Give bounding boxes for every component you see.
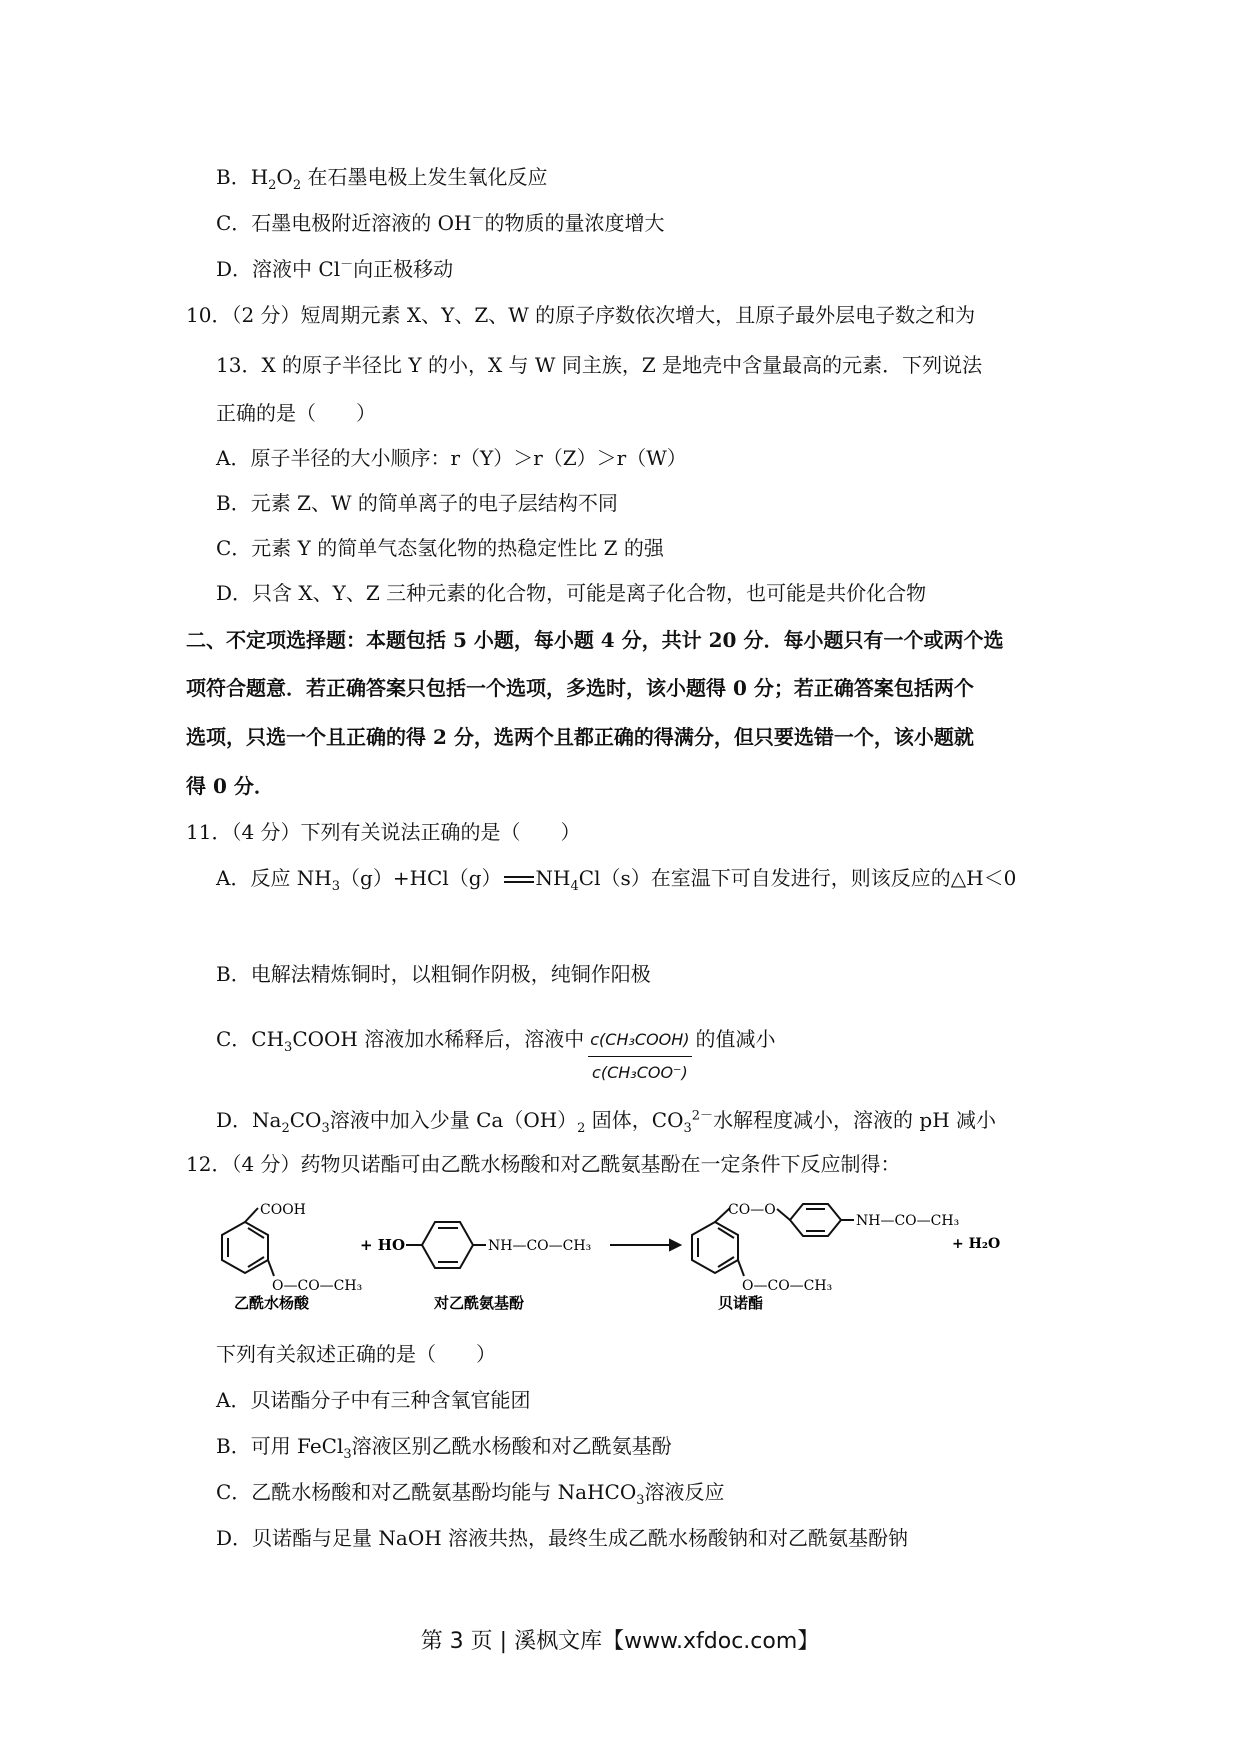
q9-option-c: C．石墨电极附近溶液的 OH－的物质的量浓度增大 bbox=[216, 211, 665, 235]
concentration-ratio-fraction bbox=[588, 1026, 691, 1087]
q11-option-a: A．反应 $NH_3(g)+HCl(g)$ $NH_4Cl(s)$在室温下可自发进行，则该反应的△H＜0 bbox=[216, 866, 1017, 894]
section2-line2: 项符合题意．若正确答案只包括一个选项，多选时，该小题得 0 分；若正确答案包括两个 bbox=[186, 676, 974, 700]
nh-co-ch3-middle-label: NH—CO—CH₃ bbox=[488, 1238, 592, 1254]
reaction-scheme bbox=[210, 1200, 1010, 1310]
section2-line3: 选项，只选一个且正确的得 2 分，选两个且都正确的得满分，但只要选错一个，该小题就 bbox=[186, 725, 974, 749]
q11-option-c: C．$CH_3COOH$ 溶液加水稀释后，溶液中 $\frac{\text{c(CH₃COOH)}}{\text{c(CH₃COO⁻)}}$ 的值减小 bbox=[216, 1010, 776, 1071]
q10-option-d: D．只含 X、Y、Z 三种元素的化合物，可能是离子化合物，也可能是共价化合物 bbox=[216, 581, 927, 605]
label-paracetamol: 对乙酰氨基酚 bbox=[434, 1294, 525, 1310]
plus-water-label: + H₂O bbox=[952, 1236, 1001, 1252]
benzene-ring-right-2 bbox=[777, 1204, 854, 1236]
section2-line1: 二、不定项选择题：本题包括 5 小题，每小题 4 分，共计 20 分．每小题只有一个或两个选 bbox=[186, 628, 1004, 652]
label-acetylsalicylic-acid: 乙酰水杨酸 bbox=[234, 1294, 310, 1310]
q9-option-b: B．$H_2O_2$ 在石墨电极上发生氧化反应 bbox=[216, 165, 548, 193]
reaction-arrow bbox=[610, 1240, 680, 1250]
q12-question: 下列有关叙述正确的是（ ） bbox=[216, 1342, 496, 1366]
label-benorilate: 贝诺酯 bbox=[718, 1294, 764, 1310]
q10-stem-line3: 正确的是（ ） bbox=[216, 401, 376, 425]
acetoxy-left-label: O—CO—CH₃ bbox=[272, 1278, 363, 1294]
page-footer: 第 3 页 | 溪枫文库【www.xfdoc.com】 bbox=[420, 1629, 820, 1654]
fraction-denominator: c(CH₃COO⁻) bbox=[592, 1063, 688, 1082]
q12-option-a: A．贝诺酯分子中有三种含氧官能团 bbox=[216, 1388, 531, 1412]
acetoxy-right-label: O—CO—CH₃ bbox=[742, 1278, 833, 1294]
q11-option-b: B．电解法精炼铜时，以粗铜作阴极，纯铜作阳极 bbox=[216, 962, 651, 986]
q10-stem-line2: 13．X 的原子半径比 Y 的小，X 与 W 同主族，Z 是地壳中含量最高的元素．下列说法 bbox=[216, 353, 983, 377]
q10-option-c: C．元素 Y 的简单气态氢化物的热稳定性比 Z 的强 bbox=[216, 536, 664, 560]
q11-stem: 11．（4 分）下列有关说法正确的是（ ） bbox=[186, 820, 581, 844]
plus-ho-label: + HO bbox=[360, 1236, 406, 1254]
benzene-ring-left bbox=[222, 1208, 274, 1276]
nh-co-ch3-right-label: NH—CO—CH₃ bbox=[856, 1213, 960, 1229]
q12-option-b: B．可用 FeCl$_3$溶液区别乙酰水杨酸和对乙酰氨基酚 bbox=[216, 1434, 672, 1462]
q9-option-d: D．溶液中 Cl－向正极移动 bbox=[216, 257, 454, 281]
benzene-ring-right bbox=[692, 1208, 744, 1276]
q10-stem-line1: 10．（2 分）短周期元素 X、Y、Z、W 的原子序数依次增大，且原子最外层电子数之和为 bbox=[186, 303, 976, 327]
q12-option-d: D．贝诺酯与足量 NaOH 溶液共热，最终生成乙酰水杨酸钠和对乙酰氨基酚钠 bbox=[216, 1526, 909, 1550]
co-o-label: CO—O bbox=[728, 1202, 776, 1218]
section2-line4: 得 0 分． bbox=[186, 774, 274, 798]
benzene-ring-middle bbox=[406, 1222, 486, 1268]
q10-option-a: A．原子半径的大小顺序：r（Y）＞r（Z）＞r（W） bbox=[216, 446, 687, 470]
q12-option-c: C．乙酰水杨酸和对乙酰氨基酚均能与 NaHCO$_3$溶液反应 bbox=[216, 1480, 725, 1508]
fraction-numerator: c(CH₃COOH) bbox=[588, 1026, 691, 1057]
q12-stem: 12．（4 分）药物贝诺酯可由乙酰水杨酸和对乙酰氨基酚在一定条件下反应制得： bbox=[186, 1152, 901, 1176]
q10-option-b: B．元素 Z、W 的简单离子的电子层结构不同 bbox=[216, 491, 618, 515]
q11-option-d: D．$Na_2CO_3$溶液中加入少量 $Ca(OH)_2$ 固体，$CO_3^{2-}$水解程度减小，溶液的 pH 减小 bbox=[216, 1108, 997, 1136]
cooh-label: COOH bbox=[260, 1202, 306, 1218]
equals-sign-icon bbox=[504, 876, 534, 883]
